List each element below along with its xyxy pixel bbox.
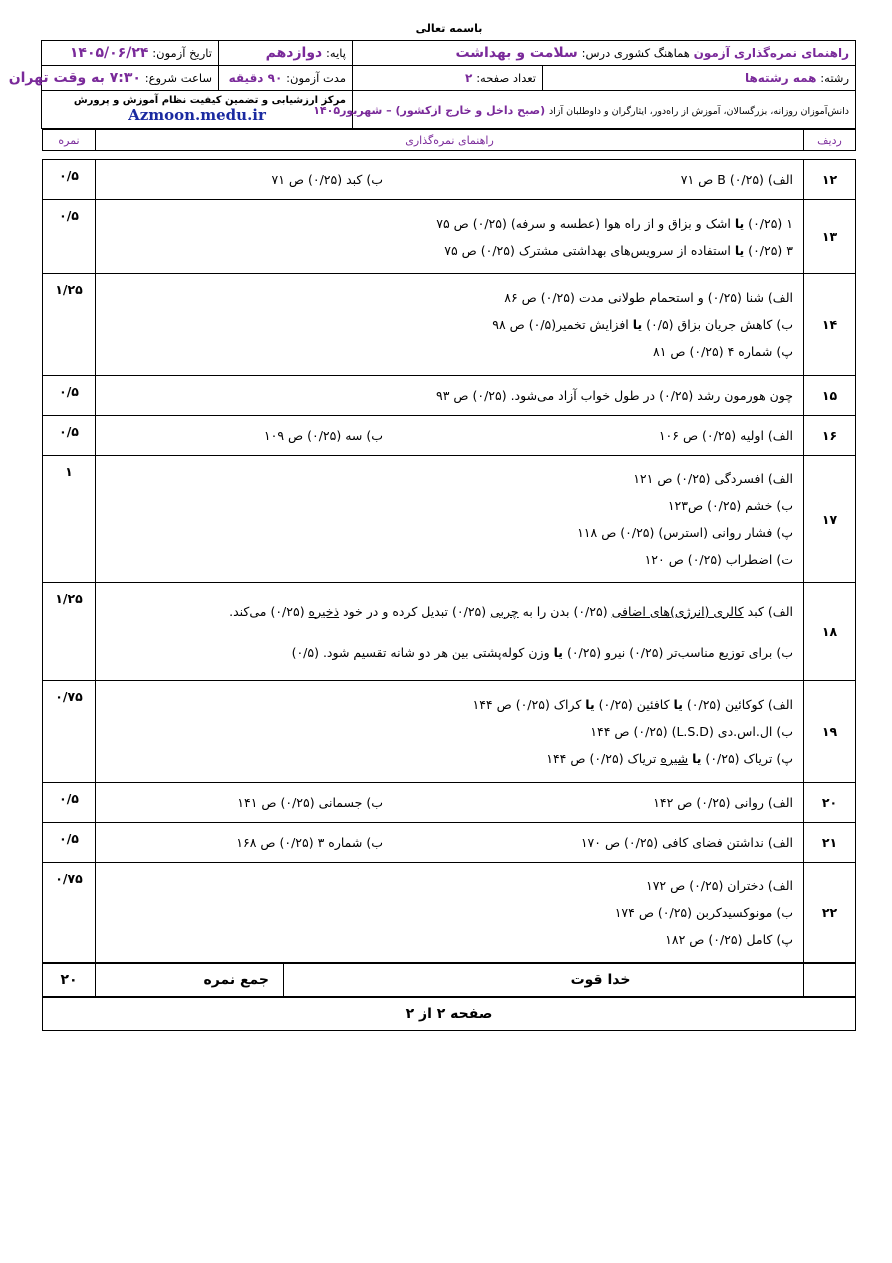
row-number: ۱۵ — [804, 376, 856, 416]
answer-a: الف) اولیه (۰/۲۵) ص ۱۰۶ — [658, 428, 793, 443]
field-label: رشته: — [820, 71, 849, 85]
answer-line-1: الف) شنا (۰/۲۵) و استحمام طولانی مدت (۰/۲۵) ص ۸۶ — [504, 290, 793, 305]
answer-line-2-rest: وزن کوله‌پشتی بین هر دو شانه تقسیم شود. (۰/۵) — [291, 644, 554, 660]
row-score: ۰/۵ — [43, 416, 96, 456]
title-mid: هماهنگ کشوری درس: — [581, 46, 690, 60]
underlined-term: شیره — [660, 751, 689, 766]
or-word: یا — [632, 317, 643, 332]
answer-cell — [96, 160, 804, 200]
row-number: ۱۹ — [804, 681, 856, 783]
course-name: سلامت و بهداشت — [455, 45, 578, 61]
or-word: یا — [734, 242, 745, 258]
field-value: همه رشته‌ها — [744, 71, 817, 85]
answer-line-2-rest: استفاده از سرویس‌های بهداشتی مشترک (۰/۲۵) ص ۷۵ — [444, 242, 735, 258]
answer-line-1: الف) کبد — [743, 603, 793, 619]
row-number: ۱۴ — [804, 274, 856, 376]
underlined-term: ذخیره — [308, 603, 340, 619]
start-cell — [8, 66, 219, 91]
audience-cell — [313, 91, 856, 129]
duration-label: مدت آزمون: — [286, 71, 346, 85]
column-row-header: ردیف — [804, 130, 856, 151]
answer-cell — [96, 681, 804, 783]
session-text: (صبح داخل و خارج ازکشور) – شهریور۱۴۰۵ — [313, 103, 546, 117]
page-number: صفحه ۲ از ۲ — [43, 998, 856, 1031]
table-row — [43, 376, 856, 416]
answer-line-2: ب) کاهش جریان بزاق (۰/۵) — [642, 317, 793, 332]
answer-text: تریاک (۰/۲۵) ص ۱۴۴ — [546, 751, 661, 766]
answer-text: (۰/۲۵) می‌کند. — [229, 603, 309, 619]
row-number: ۱۷ — [804, 456, 856, 583]
answer-text: کراک (۰/۲۵) ص ۱۴۴ — [472, 697, 586, 712]
answer-b: ب) سه (۰/۲۵) ص ۱۰۹ — [263, 428, 383, 443]
title-label: راهنمای نمره‌گذاری آزمون — [693, 46, 849, 60]
grade-label: پایه: — [326, 46, 346, 60]
table-row — [43, 160, 856, 200]
answer-cell — [96, 583, 804, 681]
answer-b: ب) جسمانی (۰/۲۵) ص ۱۴۱ — [237, 795, 383, 810]
total-score: ۲۰ — [43, 964, 96, 997]
answer-cell — [96, 863, 804, 963]
answer-cell — [96, 274, 804, 376]
or-word: یا — [673, 697, 683, 712]
answer-text: (۰/۲۵) بدن را به — [518, 603, 612, 619]
row-number: ۲۲ — [804, 863, 856, 963]
field-cell — [543, 66, 856, 91]
answer-cell — [96, 200, 804, 274]
table-row — [43, 200, 856, 274]
or-word: یا — [585, 697, 595, 712]
exam-info-table — [8, 40, 856, 129]
total-table — [42, 963, 856, 997]
answer-b: ب) کبد (۰/۲۵) ص ۷۱ — [271, 172, 383, 187]
row-score: ۱ — [43, 456, 96, 583]
total-label: جمع نمره — [96, 964, 284, 997]
duration-cell — [219, 66, 353, 91]
row-score: ۰/۵ — [43, 376, 96, 416]
column-score-header: نمره — [43, 130, 96, 151]
answer-cell — [96, 376, 804, 416]
row-number: ۱۸ — [804, 583, 856, 681]
row-number: ۱۳ — [804, 200, 856, 274]
row-number: ۱۶ — [804, 416, 856, 456]
answer-cell — [96, 783, 804, 823]
row-number: ۲۱ — [804, 823, 856, 863]
pages-cell — [353, 66, 543, 91]
or-word: یا — [734, 215, 745, 231]
column-header-table — [42, 129, 856, 151]
website-link[interactable]: Azmoon.medu.ir — [128, 106, 266, 124]
answer-line-1: الف) دختران (۰/۲۵) ص ۱۷۲ — [646, 878, 793, 893]
table-row — [43, 783, 856, 823]
row-number: ۱۲ — [804, 160, 856, 200]
row-score: ۱/۲۵ — [43, 274, 96, 376]
answer-line-1: الف) افسردگی (۰/۲۵) ص ۱۲۱ — [633, 471, 793, 486]
center-cell — [42, 91, 353, 129]
row-score: ۰/۷۵ — [43, 681, 96, 783]
row-score: ۰/۵ — [43, 200, 96, 274]
answer-a: الف) نداشتن فضای کافی (۰/۲۵) ص ۱۷۰ — [580, 835, 793, 850]
duration-value: ۹۰ دقیقه — [228, 71, 283, 85]
row-score: ۰/۵ — [43, 823, 96, 863]
row-score: ۰/۵ — [43, 783, 96, 823]
answer-line-1-rest: اشک و بزاق و از راه هوا (عطسه و سرفه) (۰/۲۵) ص ۷۵ — [436, 215, 735, 231]
answer-cell — [96, 823, 804, 863]
row-score: ۰/۵ — [43, 160, 96, 200]
answer-line-2: ب) مونوکسیدکربن (۰/۲۵) ص ۱۷۴ — [614, 905, 793, 920]
column-guide-header: راهنمای نمره‌گذاری — [96, 130, 804, 151]
answer-line-2-rest: افزایش تخمیر(۰/۵) ص ۹۸ — [492, 317, 633, 332]
table-row — [43, 823, 856, 863]
answer-table — [42, 159, 856, 963]
table-row — [43, 456, 856, 583]
total-spacer — [804, 964, 856, 997]
start-value: ۷:۳۰ به وقت تهران — [8, 70, 141, 86]
basmala-heading: باسمه تعالی — [415, 22, 483, 35]
answer-line-3: پ) کامل (۰/۲۵) ص ۱۸۲ — [665, 932, 793, 947]
center-name: مرکز ارزشیابی و تضمین کیفیت نظام آموزش و پرورش — [73, 95, 346, 106]
row-number: ۲۰ — [804, 783, 856, 823]
answer-line-2: ب) برای توزیع مناسب‌تر (۰/۲۵) نیرو (۰/۲۵) — [562, 644, 793, 660]
answer-line-3: پ) شماره ۴ (۰/۲۵) ص ۸۱ — [653, 344, 793, 359]
answer-line-2: ب) ال.اس.دی (L.S.D) (۰/۲۵) ص ۱۴۴ — [590, 724, 793, 739]
closing-text: خدا قوت — [284, 964, 804, 997]
underlined-term: کالری (انرژی)های اضافی — [611, 603, 744, 619]
or-word: یا — [553, 644, 563, 660]
answer-a: الف) روانی (۰/۲۵) ص ۱۴۲ — [653, 795, 793, 810]
start-label: ساعت شروع: — [144, 71, 212, 85]
table-row — [43, 681, 856, 783]
answer-cell — [96, 456, 804, 583]
date-label: تاریخ آزمون: — [152, 46, 212, 60]
answer-line-4: ت) اضطراب (۰/۲۵) ص ۱۲۰ — [644, 552, 793, 567]
answer-line-2: ب) خشم (۰/۲۵) ص۱۲۳ — [667, 498, 793, 513]
table-row — [43, 583, 856, 681]
grade-value: دوازدهم — [265, 45, 323, 61]
answer-a: الف) B (۰/۲۵) ص ۷۱ — [680, 172, 793, 187]
pages-label: تعداد صفحه: — [476, 71, 536, 85]
answer-text: کافئین (۰/۲۵) — [594, 697, 674, 712]
answer-line-1: الف) کوکائین (۰/۲۵) — [682, 697, 793, 712]
audience-text: دانش‌آموزان روزانه، بزرگسالان، آموزش از راه‌دور، ایثارگران و داوطلبان آزاد — [549, 105, 849, 117]
answer-line-2: ۳ (۰/۲۵) — [744, 242, 793, 258]
answer-line-3: پ) فشار روانی (استرس) (۰/۲۵) ص ۱۱۸ — [577, 525, 793, 540]
answer-line-3: پ) تریاک (۰/۲۵) — [701, 751, 793, 766]
underlined-term: چربی — [490, 603, 519, 619]
row-score: ۰/۷۵ — [43, 863, 96, 963]
pages-value: ۲ — [465, 71, 473, 85]
answer-text: (۰/۲۵) تبدیل کرده و در خود — [339, 603, 491, 619]
answer-cell — [96, 416, 804, 456]
course-title-cell — [353, 41, 856, 66]
table-row — [43, 274, 856, 376]
date-cell — [42, 41, 219, 66]
exam-answer-key-page — [8, 18, 856, 1031]
table-row — [43, 416, 856, 456]
table-row — [43, 863, 856, 963]
grade-cell — [219, 41, 353, 66]
page-footer-table — [42, 997, 856, 1031]
date-value: ۱۴۰۵/۰۶/۲۴ — [69, 45, 149, 61]
answer-b: ب) شماره ۳ (۰/۲۵) ص ۱۶۸ — [236, 835, 383, 850]
answer-line-1: ۱ (۰/۲۵) — [744, 215, 793, 231]
or-word: یا — [692, 751, 702, 766]
row-score: ۱/۲۵ — [43, 583, 96, 681]
answer-line-1: چون هورمون رشد (۰/۲۵) در طول خواب آزاد می‌شود. (۰/۲۵) ص ۹۳ — [436, 388, 793, 403]
